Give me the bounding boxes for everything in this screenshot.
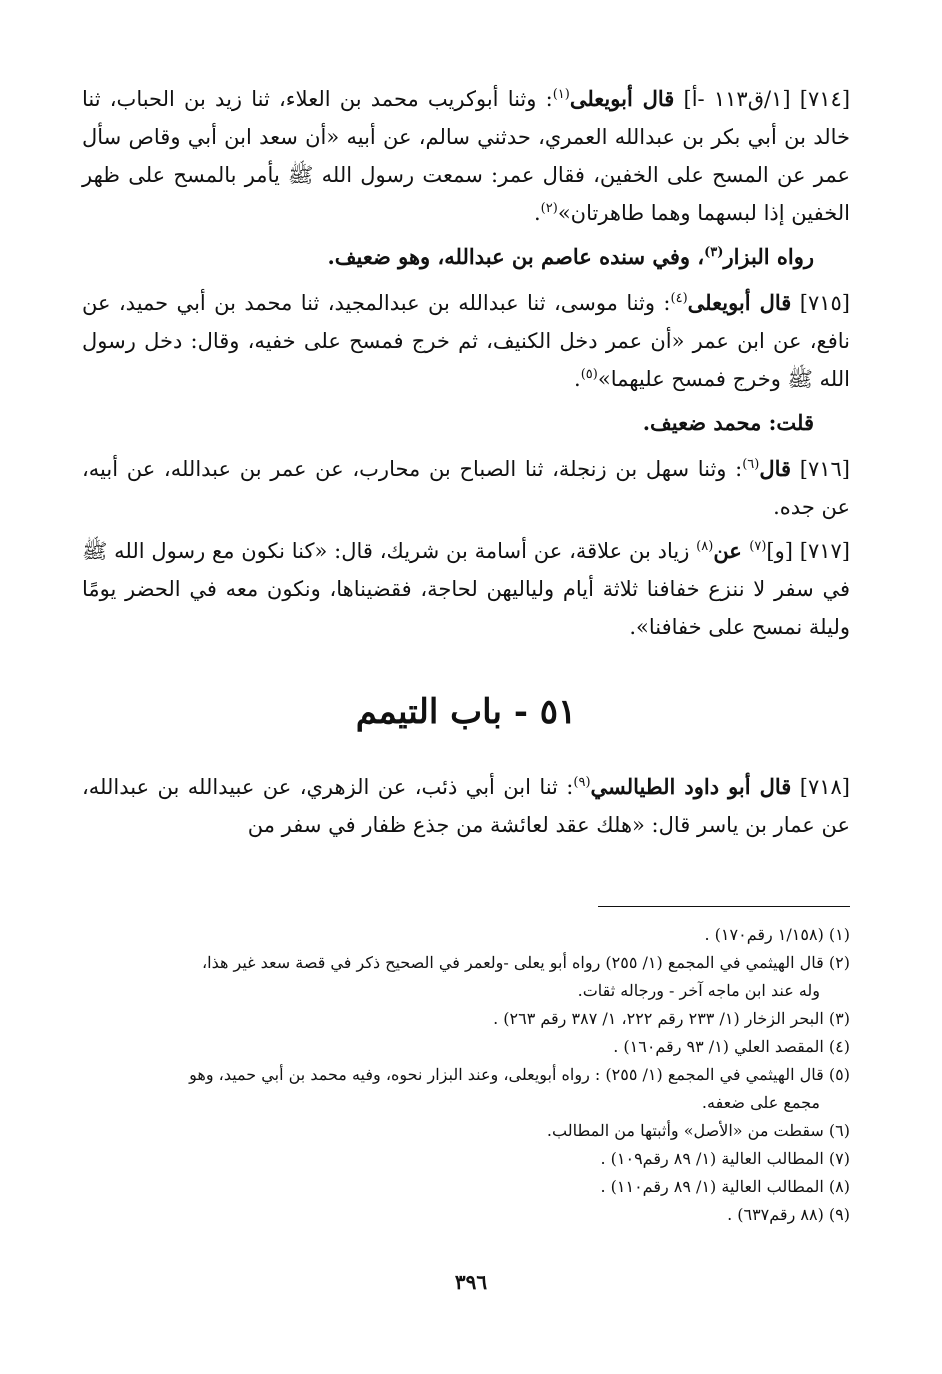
footnote-marker: (٨) <box>696 539 714 554</box>
footnote-number: (٣) <box>828 1009 850 1028</box>
footnote-number: (٧) <box>828 1149 850 1168</box>
footnote-number: (٤) <box>828 1037 850 1056</box>
hadith-text: : وثنا موسى، ثنا عبدالله بن عبدالمجيد، ثنا محمد بن أبي حميد، عن نافع، عن ابن عمر «أن عمر دخل الكنيف، ثم خرج فمسح على خفيه، وقال: دخل رسول الله ﷺ وخرج فمسح عليهما» <box>82 291 850 391</box>
footnote-marker: (٥) <box>580 367 598 382</box>
footnote-divider <box>598 906 850 907</box>
period: . <box>533 201 541 225</box>
hadith-715 <box>82 284 850 398</box>
main-text <box>82 80 850 850</box>
footnote-number: (٢) <box>828 953 850 972</box>
footnote-marker: (٣) <box>704 245 724 260</box>
footnote-text: (٨٨ رقم٦٣٧) . <box>727 1205 824 1224</box>
footnote-text: البحر الزخار (١/ ٢٣٣ رقم ٢٢٢، ١/ ٣٨٧ رقم ٢٦٣) . <box>493 1009 824 1028</box>
hadith-text: زياد بن علاقة، عن أسامة بن شريك، قال: «كنا نكون مع رسول الله ﷺ في سفر لا ننزع خفافنا ثلاثة أيام ولياليهن لحاجة، فقضيناها، ونكون معه في الحضر يومًا وليلة نمسح على خفافنا». <box>82 539 850 639</box>
note-text: ، وفي سنده عاصم بن عبدالله، وهو ضعيف. <box>327 244 705 269</box>
hadith-715-note <box>82 404 850 442</box>
footnote-2 <box>82 949 850 1005</box>
footnote-number: (١) <box>828 925 850 944</box>
footnote-text: (١/١٥٨ رقم١٧٠) . <box>704 925 824 944</box>
page-number: ٣٩٦ <box>454 1270 488 1294</box>
narrator-lead: قال <box>759 456 792 481</box>
footnote-text: المطالب العالية (١/ ٨٩ رقم١١٠) . <box>600 1177 824 1196</box>
footnote-number: (٦) <box>828 1121 850 1140</box>
footnote-text: قال الهيثمي في المجمع (١/ ٢٥٥) : رواه أبويعلى، وعند البزار نحوه، وفيه محمد بن أبي حميد، وهو <box>189 1065 824 1084</box>
hadith-718 <box>82 768 850 844</box>
hadith-717 <box>82 532 850 646</box>
hadith-text: : وثنا سهل بن زنجلة، ثنا الصباح بن محارب، عن عمر بن عبدالله، عن أبيه، عن جده. <box>82 457 850 519</box>
narrator-lead: عن <box>713 538 750 563</box>
hadith-number: [٧١٤] <box>799 87 851 111</box>
footnote-3 <box>82 1005 850 1033</box>
footnote-continuation: مجمع على ضعفه. <box>701 1093 820 1112</box>
hadith-714-note <box>82 238 850 276</box>
note-text: قلت: محمد ضعيف. <box>642 410 814 435</box>
footnote-marker: (٢) <box>540 201 558 216</box>
hadith-714 <box>82 80 850 232</box>
footnote-text: المقصد العلي (١/ ٩٣ رقم١٦٠) . <box>613 1037 824 1056</box>
footnote-text: قال الهيثمي في المجمع (١/ ٢٥٥) رواه أبو يعلى -ولعمر في الصحيح ذكر في قصة سعد غير هذا، <box>201 953 824 972</box>
insertion: [و] <box>766 539 793 563</box>
footnote-continuation: وله عند ابن ماجه آخر - ورجاله ثقات. <box>577 981 820 1000</box>
hadith-number: [٧١٨] <box>799 775 850 799</box>
footnote-marker: (٤) <box>670 291 688 306</box>
hadith-text: : وثنا أبوكريب محمد بن العلاء، ثنا زيد بن الحباب، ثنا خالد بن أبي بكر بن عبدالله العمري، حدثني سالم، عن أبيه «أن سعد ابن أبي وقاص سأل عمر عن المسح على الخفين، فقال عمر: سمعت رسول الله ﷺ يأمر بالمسح على ظهر الخفين إذا لبسهما وهما طاهرتان» <box>82 87 850 225</box>
footnote-text: سقطت من «الأصل» وأثبتها من المطالب. <box>546 1121 824 1140</box>
chapter-heading: ٥١ - باب التيمم <box>355 692 577 732</box>
footnote-text: المطالب العالية (١/ ٨٩ رقم١٠٩) . <box>600 1149 824 1168</box>
footnote-5 <box>82 1061 850 1117</box>
narrator-lead: رواه البزار <box>723 244 814 269</box>
footnote-6 <box>82 1117 850 1145</box>
hadith-number: [٧١٦] <box>799 457 850 481</box>
footnote-marker: (١) <box>552 87 570 102</box>
hadith-text: : ثنا ابن أبي ذئب، عن الزهري، عن عبيدالله بن عبدالله، عن عمار بن ياسر قال: «هلك عقد لعائشة من جذع ظفار في سفر من <box>82 775 850 837</box>
footnotes <box>82 906 850 1229</box>
narrator-lead: قال أبويعلى <box>687 290 792 315</box>
footnote-marker: (٦) <box>742 457 760 472</box>
manuscript-reference: [١/ق١١٣ -أ] <box>683 87 791 111</box>
footnote-4 <box>82 1033 850 1061</box>
hadith-number: [٧١٧] <box>799 539 850 563</box>
hadith-716 <box>82 450 850 526</box>
footnote-8 <box>82 1173 850 1201</box>
hadith-number: [٧١٥] <box>799 291 850 315</box>
narrator-lead: قال أبويعلى <box>569 86 675 111</box>
footnote-number: (٥) <box>828 1065 850 1084</box>
footnote-number: (٨) <box>828 1177 850 1196</box>
footnote-marker: (٧) <box>749 539 767 554</box>
footnote-marker: (٩) <box>573 775 591 790</box>
footnote-7 <box>82 1145 850 1173</box>
footnote-1 <box>82 921 850 949</box>
footnote-9 <box>82 1201 850 1229</box>
footnote-number: (٩) <box>828 1205 850 1224</box>
narrator-lead: قال أبو داود الطيالسي <box>590 774 792 799</box>
period: . <box>574 367 581 391</box>
